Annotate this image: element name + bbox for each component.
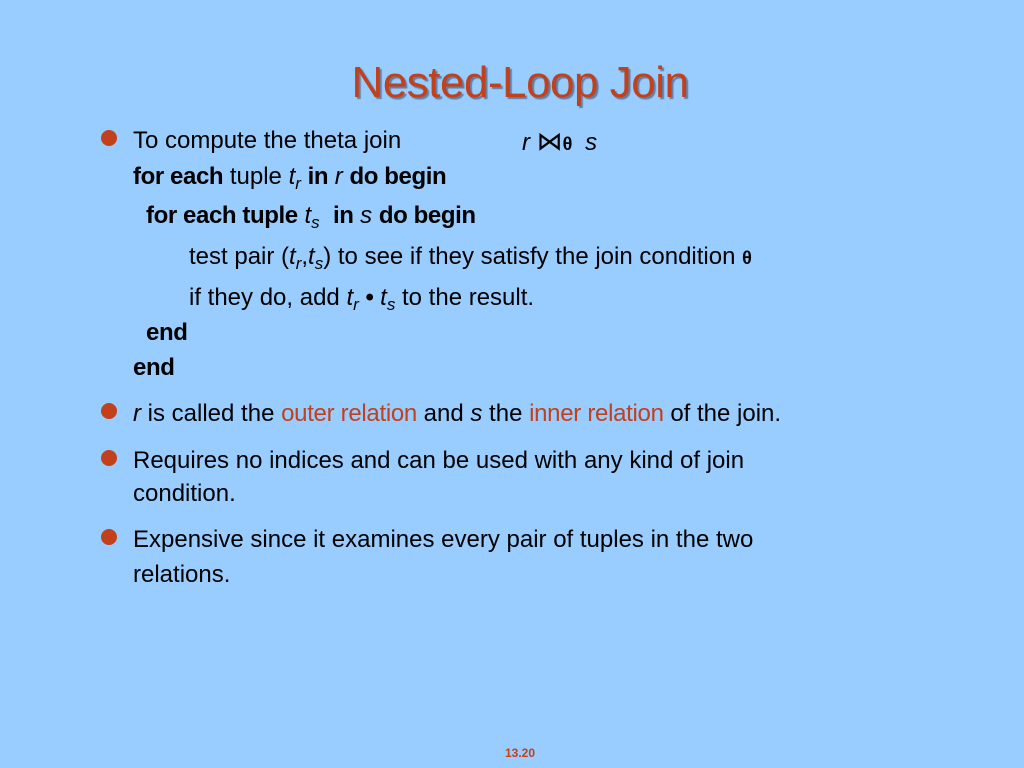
- join-condition-text: ) to see if they satisfy the join condition: [323, 243, 736, 270]
- theta-join-expression: [522, 126, 597, 159]
- word-and: and: [423, 400, 464, 427]
- var-t: t: [380, 284, 387, 311]
- var-s: s: [360, 202, 373, 229]
- sub-s: s: [311, 213, 320, 232]
- comma: ,: [301, 243, 309, 270]
- bullet-3-line-2: condition.: [133, 480, 236, 507]
- keyword-for-each-tuple: for each tuple: [146, 202, 298, 229]
- page-number: 13.20: [504, 746, 536, 760]
- word-tuple: tuple: [229, 163, 282, 190]
- pseudocode-inner-end: end: [146, 319, 188, 346]
- word-the: the: [489, 400, 523, 427]
- bullet-marker: [101, 403, 117, 419]
- relation-s: s: [470, 400, 483, 427]
- pseudocode-line-4: [189, 283, 534, 320]
- relation-r: r: [522, 129, 530, 156]
- bullet-4-line-1: Expensive since it examines every pair of tuples in the two: [133, 526, 754, 553]
- var-t: t: [289, 243, 296, 270]
- relation-s: s: [585, 129, 598, 156]
- keyword-do-begin: do begin: [349, 163, 447, 190]
- pseudocode-line-2: [146, 201, 476, 238]
- var-t: t: [308, 243, 315, 270]
- keyword-in: in: [307, 163, 329, 190]
- var-t: t: [304, 202, 312, 229]
- is-called-the: is called the: [147, 400, 275, 427]
- join-symbol: ⋈: [536, 126, 563, 156]
- bullet-4-line-2: relations.: [133, 561, 231, 588]
- theta-symbol: θ: [562, 134, 573, 154]
- theta-symbol: θ: [742, 248, 752, 268]
- sub-r: r: [295, 174, 301, 193]
- keyword-in: in: [332, 202, 354, 229]
- outer-relation-term: outer relation: [281, 400, 417, 427]
- bullet-marker: [101, 130, 117, 146]
- add-text: if they do, add: [189, 284, 340, 311]
- relation-r: r: [133, 400, 141, 427]
- sub-s: s: [314, 254, 324, 273]
- to-result-text: to the result.: [402, 284, 535, 311]
- pseudocode-line-3: [189, 242, 752, 279]
- bullet-3-line-1: Requires no indices and can be used with any kind of join: [133, 447, 745, 474]
- bullet-marker: [101, 450, 117, 466]
- bullet-2-text: [133, 399, 781, 429]
- keyword-for-each: for each: [133, 163, 224, 190]
- pseudocode-outer-end: end: [133, 354, 175, 381]
- of-the-join: of the join.: [670, 400, 782, 427]
- var-t: t: [288, 163, 296, 190]
- keyword-do-begin: do begin: [378, 202, 476, 229]
- slide-title: Nested-Loop Join: [351, 58, 689, 107]
- sub-r: r: [353, 295, 359, 314]
- bullet-marker: [101, 529, 117, 545]
- var-r: r: [334, 163, 343, 190]
- test-pair-text: test pair (: [189, 243, 290, 270]
- pseudocode-line-1: [133, 162, 446, 199]
- concat-dot: •: [365, 284, 374, 311]
- var-t: t: [346, 284, 354, 311]
- inner-relation-term: inner relation: [529, 400, 664, 427]
- bullet-1-text: [133, 126, 401, 156]
- sub-s: s: [386, 295, 396, 314]
- theta-join-lead: To compute the theta join: [133, 127, 402, 154]
- sub-r: r: [295, 254, 302, 273]
